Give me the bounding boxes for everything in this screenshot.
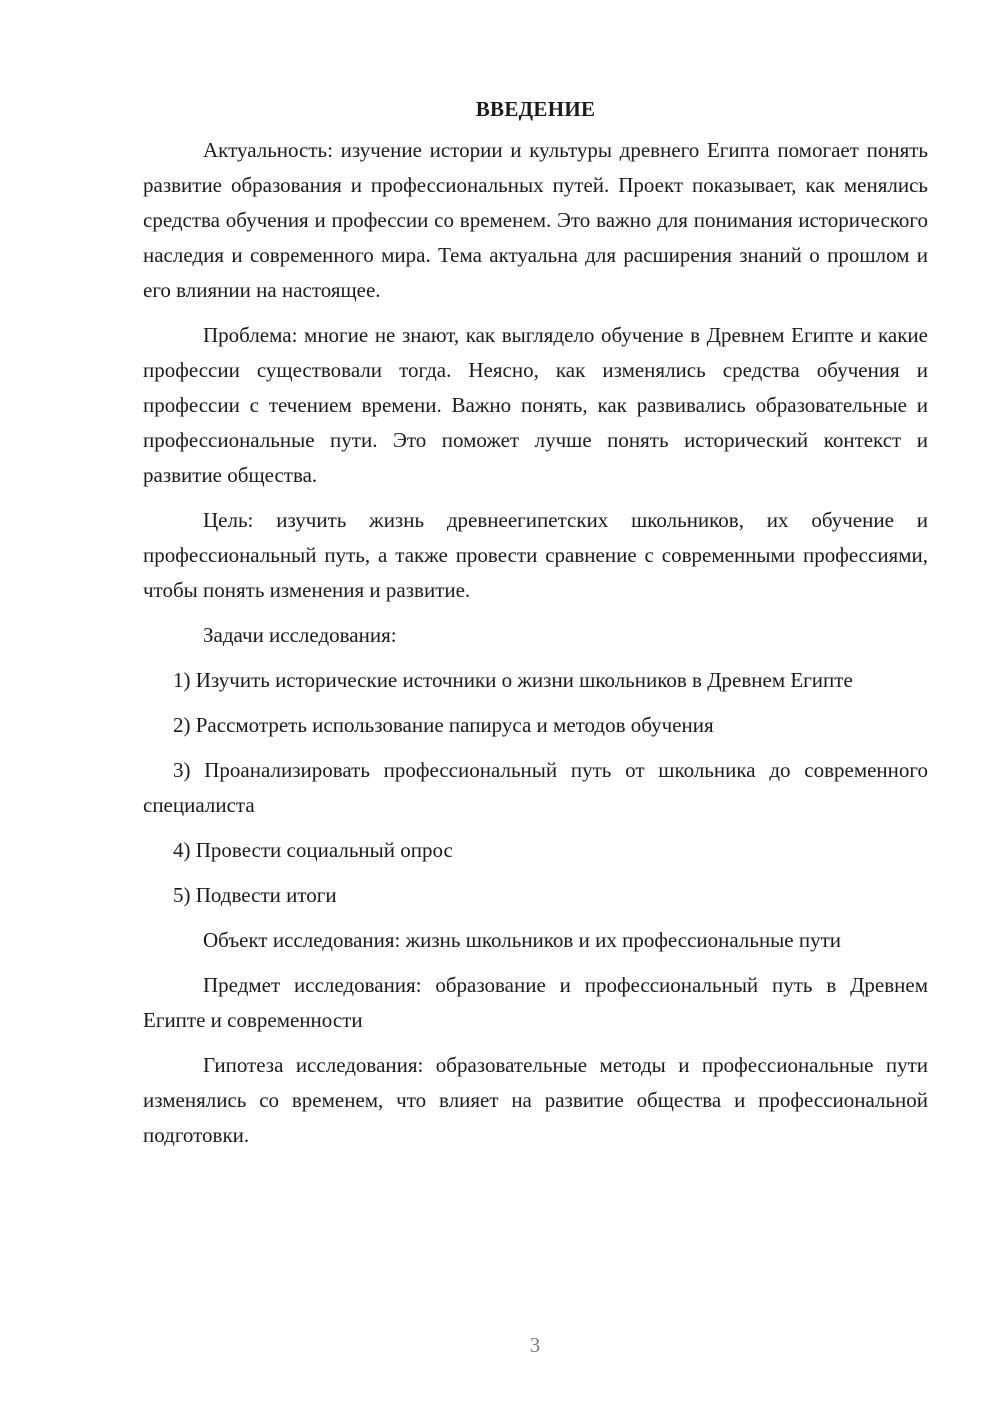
task-item-5: 5) Подвести итоги bbox=[173, 883, 337, 907]
task-item-1: 1) Изучить исторические источники о жизни школьников в Древнем Египте bbox=[173, 668, 853, 692]
document-page bbox=[143, 92, 928, 1163]
tasks-heading: Задачи исследования: bbox=[203, 623, 397, 647]
relevance-paragraph: Актуальность: изучение истории и культуры древнего Египта помогает понять развитие образования и профессиональных путей. Проект показывает, как менялись средства обучения и профессии со временем. Это важно для понимания исторического наследия и современного мира. Тема актуальна для расширения знаний о прошлом и его влиянии на настоящее. bbox=[143, 138, 928, 302]
page-number: 3 bbox=[529, 1333, 541, 1357]
section-title: ВВЕДЕНИЕ bbox=[475, 97, 596, 121]
task-item-2: 2) Рассмотреть использование папируса и методов обучения bbox=[173, 713, 714, 737]
subject-paragraph: Предмет исследования: образование и профессиональный путь в Древнем Египте и современности bbox=[143, 973, 928, 1032]
task-item-4: 4) Провести социальный опрос bbox=[173, 838, 453, 862]
task-item-3: 3) Проанализировать профессиональный путь от школьника до современного специалиста bbox=[143, 758, 928, 817]
object-paragraph: Объект исследования: жизнь школьников и их профессиональные пути bbox=[203, 928, 842, 952]
goal-paragraph: Цель: изучить жизнь древнеегипетских школьников, их обучение и профессиональный путь, а также провести сравнение с современными профессиями, чтобы понять изменения и развитие. bbox=[143, 508, 928, 602]
problem-paragraph: Проблема: многие не знают, как выглядело обучение в Древнем Египте и какие профессии существовали тогда. Неясно, как изменялись средства обучения и профессии с течением времени. Важно понять, как развивались образовательные и профессиональные пути. Это поможет лучше понять исторический контекст и развитие общества. bbox=[143, 323, 928, 487]
hypothesis-paragraph: Гипотеза исследования: образовательные методы и профессиональные пути изменялись со временем, что влияет на развитие общества и профессиональной подготовки. bbox=[143, 1053, 928, 1147]
